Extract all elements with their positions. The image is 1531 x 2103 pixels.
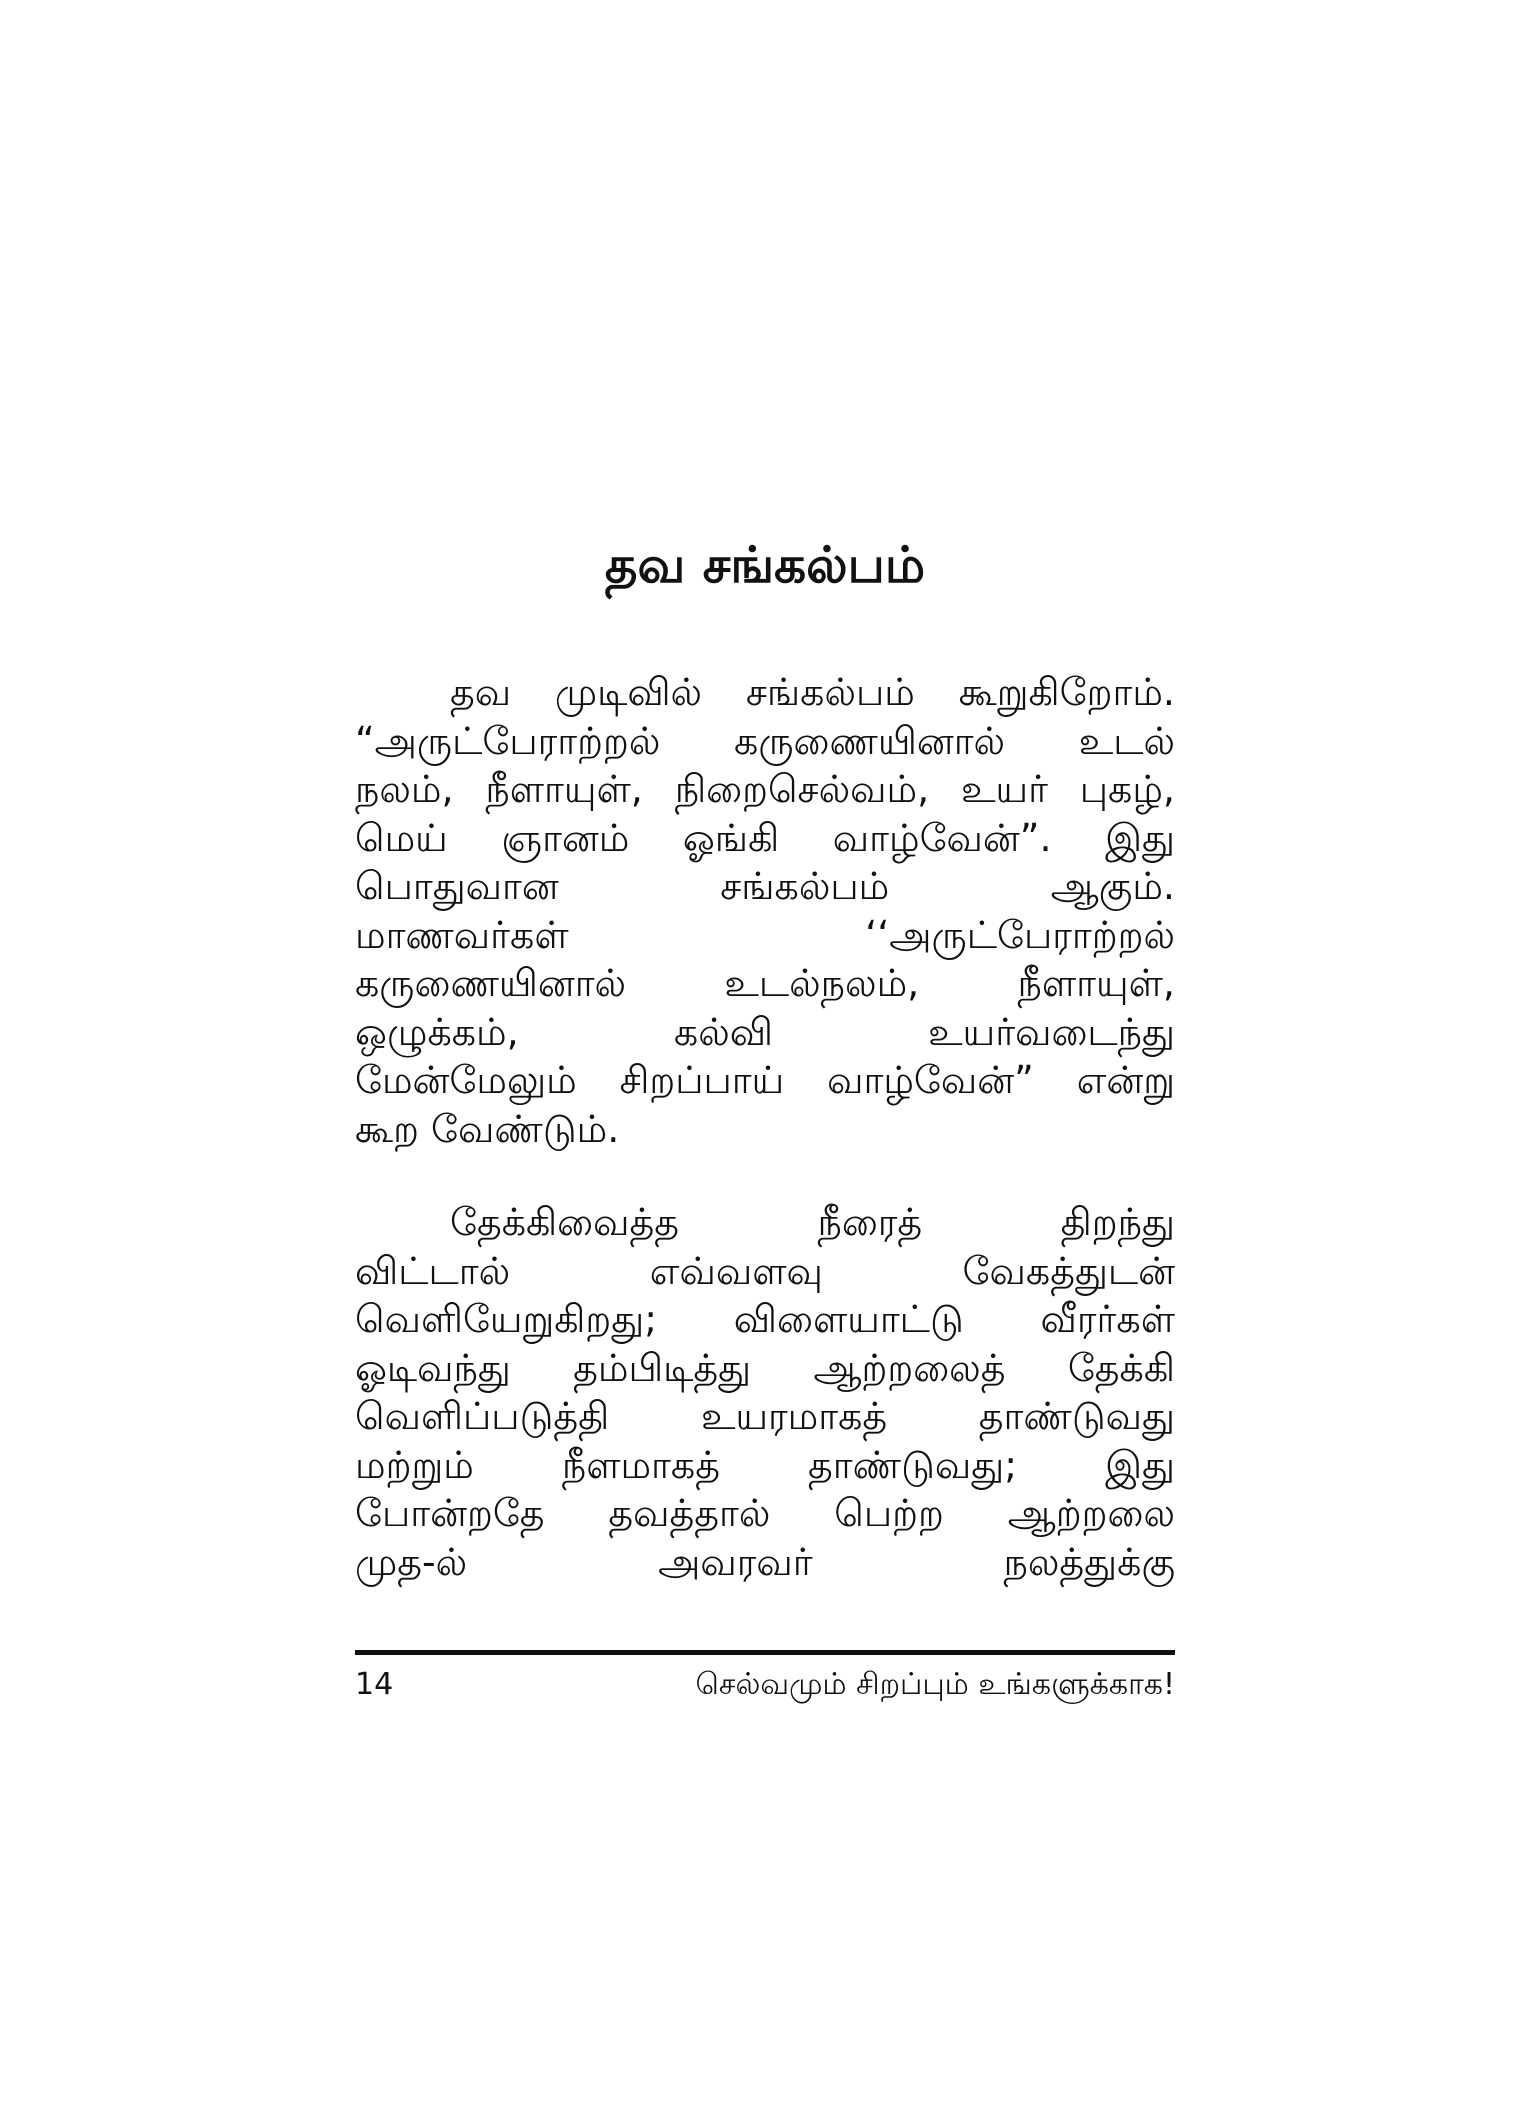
paragraph-line: மற்றும் நீளமாகத் தாண்டுவது; இது: [355, 1442, 1175, 1487]
paragraph-line: ஓடிவந்து தம்பிடித்து ஆற்றலைத் தேக்கி: [355, 1345, 1175, 1390]
paragraph-line: மெய் ஞானம் ஓங்கி வாழ்வேன்”. இது: [355, 815, 1175, 860]
paragraph-line: கூற வேண்டும்.: [355, 1106, 620, 1151]
footer-divider: [355, 1650, 1175, 1655]
paragraph-line: “அருட்பேராற்றல் கருணையினால் உடல்: [355, 718, 1175, 763]
paragraph-line: போன்றதே தவத்தால் பெற்ற ஆற்றலை: [355, 1491, 1175, 1535]
paragraph-line: வெளிப்படுத்தி உயரமாகத் தாண்டுவது: [355, 1394, 1175, 1438]
paragraph-line: மாணவர்கள் ‘‘அருட்பேராற்றல்: [355, 912, 1175, 957]
running-title: செல்வமும் சிறப்பும் உங்களுக்காக!: [695, 1667, 1175, 1702]
paragraph-line: தவ முடிவில் சங்கல்பம் கூறுகிறோம்.: [450, 670, 1175, 714]
page-footer: [355, 1665, 1175, 1705]
paragraph-line: பொதுவான சங்கல்பம் ஆகும்.: [355, 864, 1175, 908]
paragraph-line: விட்டால் எவ்வளவு வேகத்துடன்: [355, 1248, 1175, 1293]
paragraph-2: [355, 1198, 1175, 1586]
paragraph-line: ஒழுக்கம், கல்வி உயர்வடைந்து: [355, 1009, 1175, 1054]
paragraph-line: கருணையினால் உடல்நலம், நீளாயுள்,: [355, 961, 1175, 1005]
paragraph-line: மேன்மேலும் சிறப்பாய் வாழ்வேன்” என்று: [355, 1058, 1175, 1102]
paragraph-line: வெளியேறுகிறது; விளையாட்டு வீரர்கள்: [355, 1297, 1175, 1341]
paragraph-line: நலம், நீளாயுள், நிறைசெல்வம், உயர் புகழ்,: [355, 767, 1175, 811]
paragraph-line: முத-ல் அவரவர் நலத்துக்கு: [355, 1539, 1175, 1584]
paragraph-1: [355, 668, 1175, 1153]
page-number: 14: [355, 1667, 394, 1702]
page-title: தவ சங்கல்பம்: [604, 536, 926, 594]
paragraph-line: தேக்கிவைத்த நீரைத் திறந்து: [450, 1200, 1175, 1244]
